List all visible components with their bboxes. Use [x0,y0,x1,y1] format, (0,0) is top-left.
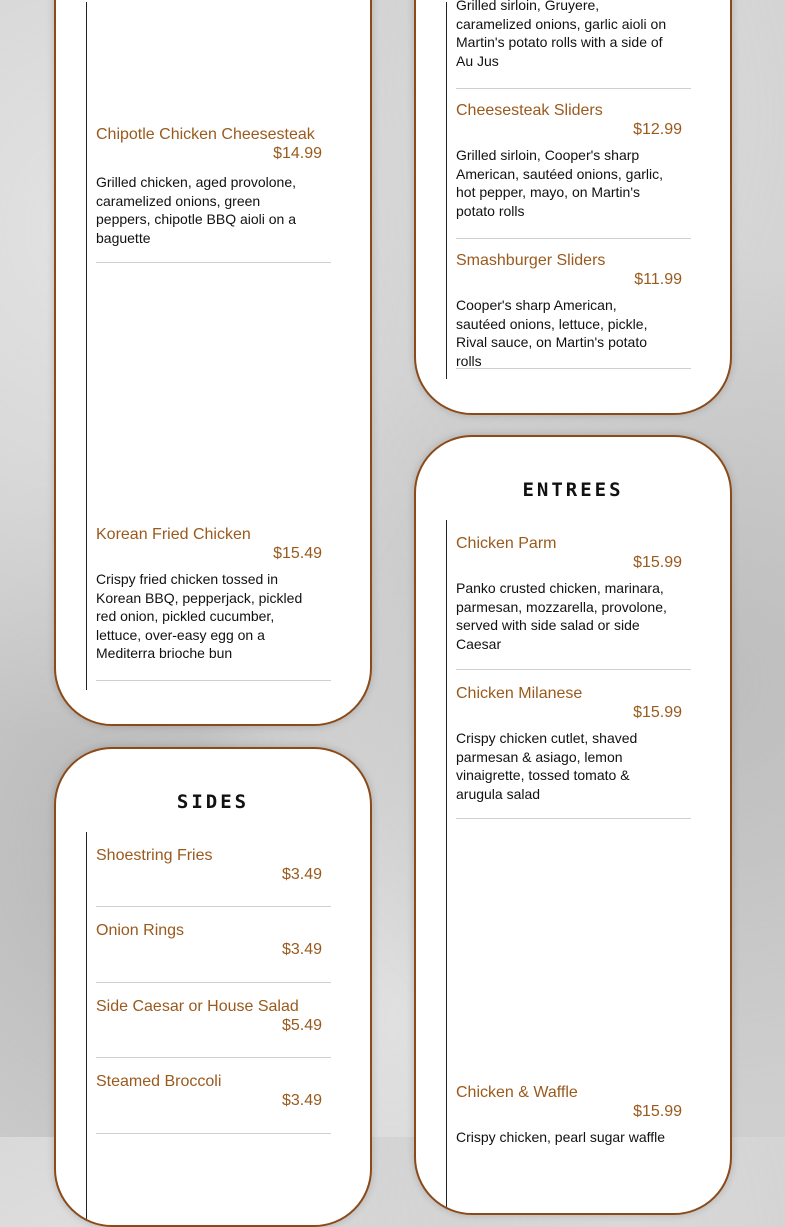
item-price: $5.49 [281,1017,322,1034]
item-divider [96,1133,331,1134]
section-title: SIDES [176,791,250,813]
card-rule [446,520,447,1215]
item-description: Panko crusted chicken, marinara, parmesan, mozzarella, provolone, served with side salad or side Caesar [456,580,667,652]
item-name: Steamed Broccoli [96,1073,222,1090]
card-rule [446,2,447,379]
item-divider [96,906,331,907]
item-price: $15.49 [273,545,322,562]
item-divider [456,88,691,89]
menu-card-entrees [414,435,732,1215]
item-name: Chicken Parm [456,535,557,552]
item-name: Smashburger Sliders [456,252,606,269]
item-divider [96,262,331,263]
item-name: Chicken Milanese [456,685,583,702]
item-price: $15.99 [633,554,682,571]
item-name: Onion Rings [96,922,185,939]
item-description: Grilled chicken, aged provolone, caramelized onions, green peppers, chipotle BBQ aioli on a baguette [96,174,297,246]
item-description: Crispy chicken, pearl sugar waffle [456,1129,666,1145]
section-title: ENTREES [522,479,624,501]
card-rule [86,2,87,690]
item-price: $3.49 [281,1092,322,1109]
item-price: $14.99 [273,145,322,162]
item-name: Shoestring Fries [96,847,213,864]
item-divider [96,1057,331,1058]
item-price: $3.49 [281,941,322,958]
item-divider [456,368,691,369]
item-divider [456,818,691,819]
item-price: $12.99 [633,121,682,138]
item-description: Crispy chicken cutlet, shaved parmesan & asiago, lemon vinaigrette, tossed tomato & arugula salad [456,730,638,802]
menu-card-right-top [414,0,732,415]
item-name: Side Caesar or House Salad [96,998,299,1015]
item-price: $3.49 [281,866,322,883]
item-name: Chipotle Chicken Cheesesteak [96,126,315,143]
card-rule [86,832,87,1227]
item-price: $15.99 [633,1103,682,1120]
item-price: $11.99 [634,271,682,288]
item-name: Cheesesteak Sliders [456,102,603,119]
item-divider [456,669,691,670]
item-price: $15.99 [633,704,682,721]
menu-card-left [54,0,372,726]
item-description: Cooper's sharp American, sautéed onions, lettuce, pickle, Rival sauce, on Martin's potato rolls [456,297,648,369]
item-description: Grilled sirloin, Cooper's sharp American, sautéed onions, garlic, hot pepper, mayo, on Martin's potato rolls [456,147,663,219]
item-divider [96,680,331,681]
item-divider [96,982,331,983]
item-name: Chicken & Waffle [456,1084,578,1101]
item-divider [456,238,691,239]
item-description: Crispy fried chicken tossed in Korean BBQ, pepperjack, pickled red onion, pickled cucumber, lettuce, over-easy egg on a Mediterra brioche bun [96,571,303,661]
item-description: Grilled sirloin, Gruyere, caramelized onions, garlic aioli on Martin's potato rolls with a side of Au Jus [456,0,667,69]
item-name: Korean Fried Chicken [96,526,251,543]
menu-card-sides [54,747,372,1227]
